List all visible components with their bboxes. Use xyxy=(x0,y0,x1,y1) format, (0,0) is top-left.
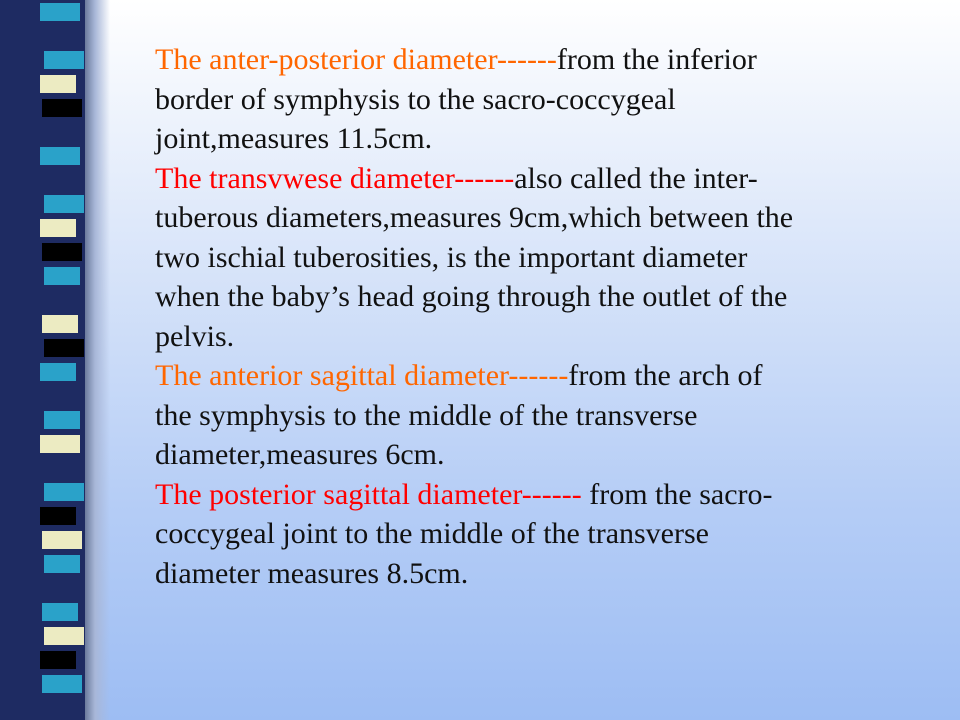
term-the: The xyxy=(155,161,210,195)
stripe-block xyxy=(42,99,82,117)
stripe-block xyxy=(44,411,80,429)
text-span: from the arch of xyxy=(568,359,763,392)
decorative-stripe-bar xyxy=(0,0,85,720)
stripe-block xyxy=(40,75,76,93)
text-line: diameter measures 8.5cm. xyxy=(155,556,469,590)
stripe-block xyxy=(42,315,78,333)
text-line: diameter,measures 6cm. xyxy=(155,438,445,471)
text-line xyxy=(155,356,950,396)
text-line xyxy=(155,475,950,515)
text-span: from the inferior xyxy=(556,43,757,76)
text-line: the symphysis to the middle of the transverse xyxy=(155,398,698,432)
text-span: from the sacro- xyxy=(581,477,773,511)
stripe-block xyxy=(42,675,82,693)
stripe-block xyxy=(40,3,80,21)
stripe-block xyxy=(42,603,78,621)
stripe-block xyxy=(40,651,76,669)
stripe-block xyxy=(44,699,80,717)
term-dashes: ------ xyxy=(496,43,557,76)
term-transvwese-diameter: transvwese diameter xyxy=(209,161,455,195)
term-posterior-sagittal-diameter: The posterior sagittal diameter xyxy=(155,477,522,511)
text-line: border of symphysis to the sacro-coccygeal xyxy=(155,82,676,116)
text-line: joint,measures 11.5cm. xyxy=(155,122,433,155)
stripe-block xyxy=(44,627,84,645)
stripe-block xyxy=(40,507,76,525)
term-dashes: ------ xyxy=(521,477,582,511)
term-dashes: ------ xyxy=(454,161,515,195)
term-anterior-sagittal-diameter: The anterior sagittal diameter xyxy=(155,359,509,392)
paragraph-anterior-sagittal xyxy=(155,356,950,475)
stripe-block xyxy=(40,579,80,597)
text-line: two ischial tuberosities, is the important diameter xyxy=(155,240,748,274)
stripe-block xyxy=(44,123,80,141)
stripe-shadow xyxy=(85,0,110,720)
text-line: when the baby’s head going through the outlet of the xyxy=(155,280,788,313)
stripe-block xyxy=(42,171,78,189)
stripe-block xyxy=(40,219,76,237)
term-anter-posterior-diameter: The anter-posterior diameter xyxy=(155,43,497,76)
term-dashes: ------ xyxy=(508,359,569,392)
text-span: also called the inter- xyxy=(514,161,758,195)
stripe-block xyxy=(40,363,76,381)
paragraph-anter-posterior xyxy=(155,40,950,159)
text-line: pelvis. xyxy=(155,319,235,353)
text-line xyxy=(155,159,950,199)
paragraph-transverse xyxy=(155,159,950,357)
stripe-block xyxy=(44,483,84,501)
stripe-block xyxy=(44,267,80,285)
stripe-block xyxy=(44,555,80,573)
paragraph-posterior-sagittal xyxy=(155,475,950,594)
stripe-block xyxy=(44,195,84,213)
stripe-block xyxy=(40,147,80,165)
stripe-block xyxy=(42,531,82,549)
slide-text-body xyxy=(155,40,950,593)
stripe-block xyxy=(44,51,84,69)
text-line xyxy=(155,40,950,80)
stripe-block xyxy=(44,339,84,357)
stripe-block xyxy=(42,459,78,477)
stripe-block xyxy=(40,435,80,453)
stripe-block xyxy=(40,291,80,309)
text-line: coccygeal joint to the middle of the transverse xyxy=(155,517,709,550)
stripe-block xyxy=(42,387,82,405)
stripe-block xyxy=(42,243,82,261)
stripe-block xyxy=(42,27,78,45)
text-line: tuberous diameters,measures 9cm,which between the xyxy=(155,201,794,234)
